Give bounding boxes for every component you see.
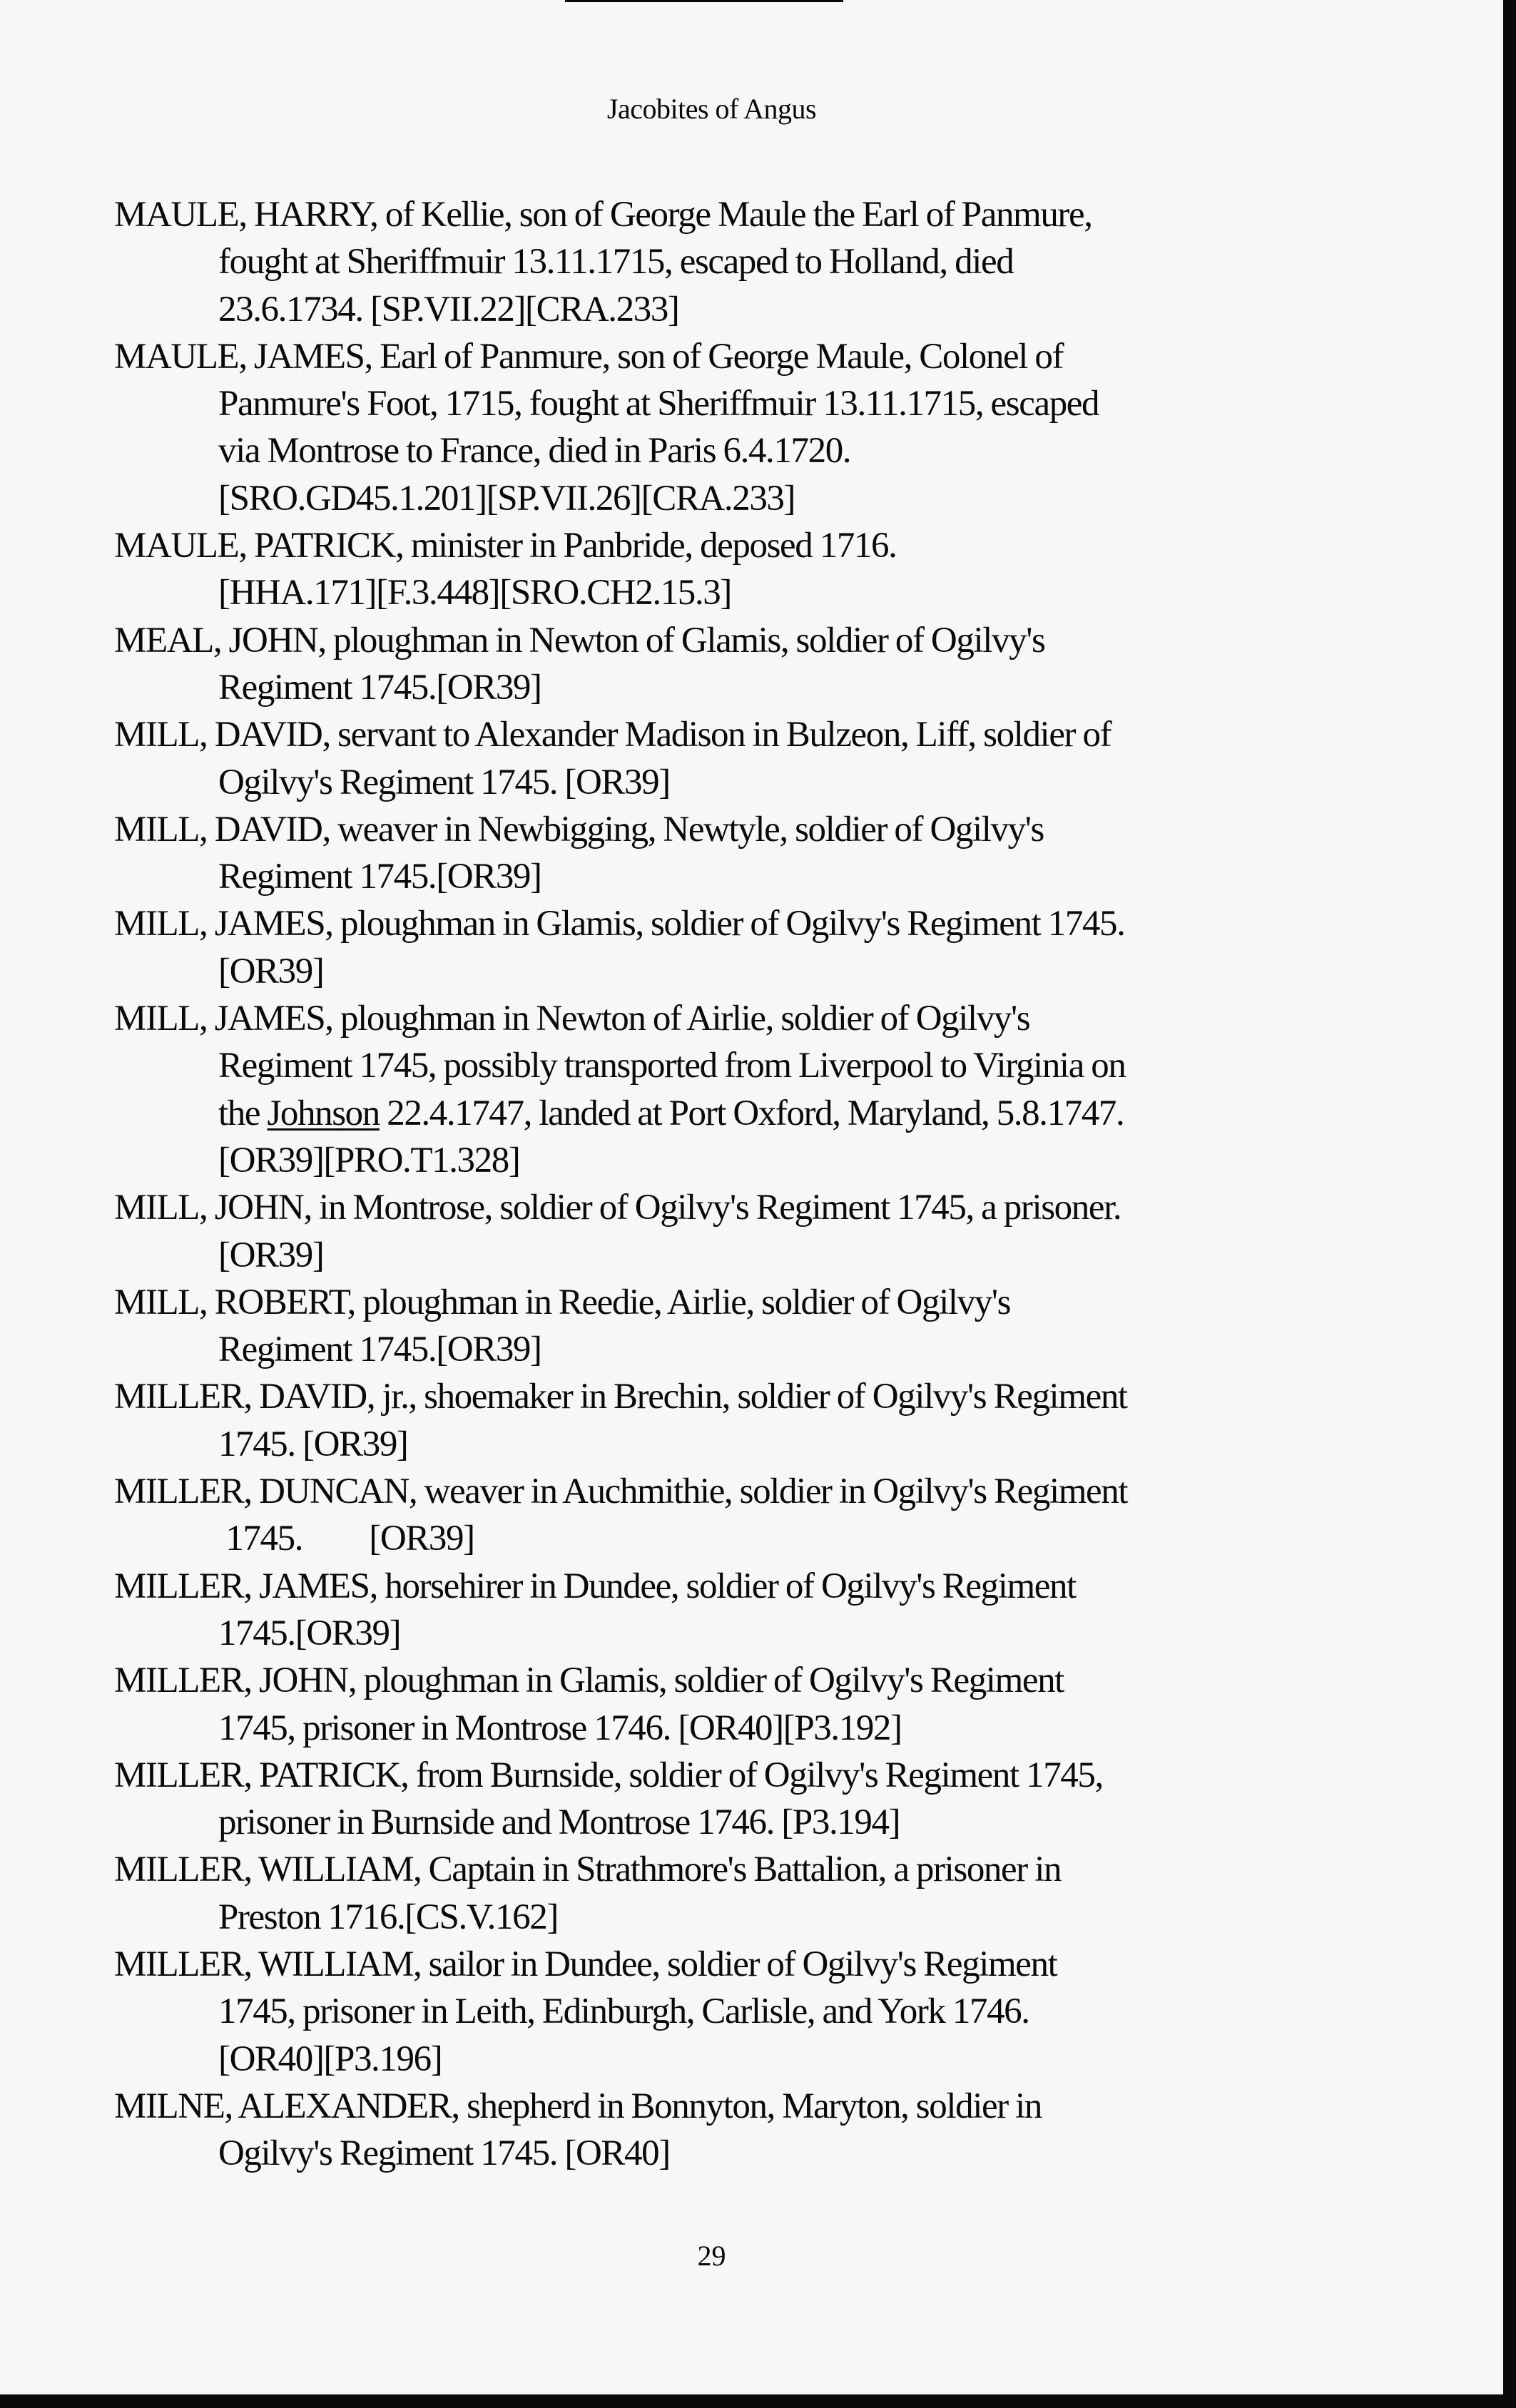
entry	[114, 1279, 1470, 1374]
page-number	[0, 2238, 1516, 2274]
entry-headline: MILL, JAMES, ploughman in Glamis, soldier of Ogilvy's Regiment 1745.	[114, 904, 1125, 944]
entry	[114, 806, 1470, 901]
entry-headline: MILLER, JOHN, ploughman in Glamis, soldier of Ogilvy's Regiment	[114, 1660, 1064, 1701]
entry-headline: MILL, ROBERT, ploughman in Reedie, Airlie, soldier of Ogilvy's	[114, 1282, 1011, 1322]
entry-line-text: the	[218, 1093, 268, 1133]
entry	[114, 1846, 1470, 1941]
entry-headline: MILLER, PATRICK, from Burnside, soldier of Ogilvy's Regiment 1745,	[114, 1755, 1103, 1795]
entry	[114, 522, 1470, 617]
entry-headline: MILL, DAVID, weaver in Newbigging, Newtyle, soldier of Ogilvy's	[114, 809, 1044, 850]
entry-line: Regiment 1745.[OR39]	[218, 1330, 541, 1370]
page-number-text: 29	[697, 2240, 726, 2272]
entry-line: Ogilvy's Regiment 1745. [OR39]	[218, 762, 670, 802]
entry-headline: MAULE, PATRICK, minister in Panbride, deposed 1716.	[114, 526, 897, 566]
entry-headline: MAULE, HARRY, of Kellie, son of George Maule the Earl of Panmure,	[114, 195, 1092, 235]
entry-line: Panmure's Foot, 1715, fought at Sheriffmuir 13.11.1715, escaped	[218, 384, 1099, 424]
entry-headline: MILLER, WILLIAM, Captain in Strathmore's Battalion, a prisoner in	[114, 1850, 1062, 1890]
entry-headline: MILLER, DAVID, jr., shoemaker in Brechin, soldier of Ogilvy's Regiment	[114, 1377, 1127, 1417]
entry	[114, 2083, 1470, 2178]
entry-headline: MILLER, DUNCAN, weaver in Auchmithie, soldier in Ogilvy's Regiment	[114, 1471, 1128, 1512]
entry-line: via Montrose to France, died in Paris 6.4.1720.	[218, 431, 851, 471]
entry-line: Regiment 1745.[OR39]	[218, 667, 541, 708]
entry	[114, 1657, 1470, 1752]
entry	[114, 995, 1470, 1184]
entry-line: 1745, prisoner in Leith, Edinburgh, Carlisle, and York 1746.	[218, 1991, 1029, 2032]
entry-line: 1745.[OR39]	[218, 1613, 401, 1653]
entry	[114, 711, 1470, 806]
entry	[114, 191, 1470, 333]
entry	[114, 1941, 1470, 2083]
entry	[114, 1373, 1470, 1468]
entry-line: 1745. [OR39]	[218, 1424, 408, 1464]
entry-headline: MEAL, JOHN, ploughman in Newton of Glamis, soldier of Ogilvy's	[114, 620, 1045, 660]
entry-line: Regiment 1745, possibly transported from Liverpool to Virginia on	[218, 1046, 1126, 1086]
entry	[114, 900, 1470, 995]
entry	[114, 333, 1470, 522]
entry-line: [HHA.171][F.3.448][SRO.CH2.15.3]	[218, 573, 731, 613]
entry-line: [OR40][P3.196]	[218, 2039, 442, 2079]
entry	[114, 1563, 1470, 1658]
entry	[114, 1468, 1470, 1563]
running-head-text: Jacobites of Angus	[606, 93, 817, 125]
entry-line: Ogilvy's Regiment 1745. [OR40]	[218, 2133, 670, 2174]
entry-line: 1745, prisoner in Montrose 1746. [OR40][P3.192]	[218, 1708, 902, 1748]
entry-headline: MILL, JOHN, in Montrose, soldier of Ogilvy's Regiment 1745, a prisoner.	[114, 1188, 1121, 1228]
entry-line: Preston 1716.[CS.V.162]	[218, 1897, 558, 1937]
entry-line: [SRO.GD45.1.201][SP.VII.26][CRA.233]	[218, 478, 795, 519]
entry-line: 23.6.1734. [SP.VII.22][CRA.233]	[218, 289, 679, 330]
entry-headline: MILNE, ALEXANDER, shepherd in Bonnyton, Maryton, soldier in	[114, 2086, 1042, 2126]
entry-headline: MILLER, WILLIAM, sailor in Dundee, soldier of Ogilvy's Regiment	[114, 1944, 1057, 1984]
entry-headline: MILLER, JAMES, horsehirer in Dundee, soldier of Ogilvy's Regiment	[114, 1566, 1076, 1606]
ship-name: Johnson	[267, 1093, 380, 1133]
scan-edge-right	[1503, 0, 1516, 2408]
entry-line: prisoner in Burnside and Montrose 1746. [P3.194]	[218, 1802, 900, 1843]
scan-edge-bottom	[0, 2394, 1516, 2408]
entry-line: fought at Sheriffmuir 13.11.1715, escaped to Holland, died	[218, 242, 1014, 282]
running-head	[0, 91, 1516, 127]
entry-line: [OR39]	[218, 1235, 324, 1275]
entry-line: [OR39][PRO.T1.328]	[218, 1140, 520, 1180]
entry	[114, 1184, 1470, 1279]
entry-list	[114, 191, 1470, 2177]
entry-headline: MILL, JAMES, ploughman in Newton of Airlie, soldier of Ogilvy's	[114, 999, 1030, 1039]
entry-headline: MILL, DAVID, servant to Alexander Madison in Bulzeon, Liff, soldier of	[114, 715, 1111, 755]
entry	[114, 1752, 1470, 1847]
entry-line-text: 22.4.1747, landed at Port Oxford, Maryland, 5.8.1747.	[379, 1093, 1124, 1133]
entry-line: [OR39]	[218, 951, 324, 991]
scan-edge-top-rule	[565, 0, 843, 2]
entry-line	[114, 1090, 1470, 1137]
entry-line: Regiment 1745.[OR39]	[218, 857, 541, 897]
entry	[114, 617, 1470, 712]
entry-line: 1745. [OR39]	[218, 1519, 474, 1559]
entry-headline: MAULE, JAMES, Earl of Panmure, son of George Maule, Colonel of	[114, 336, 1064, 377]
